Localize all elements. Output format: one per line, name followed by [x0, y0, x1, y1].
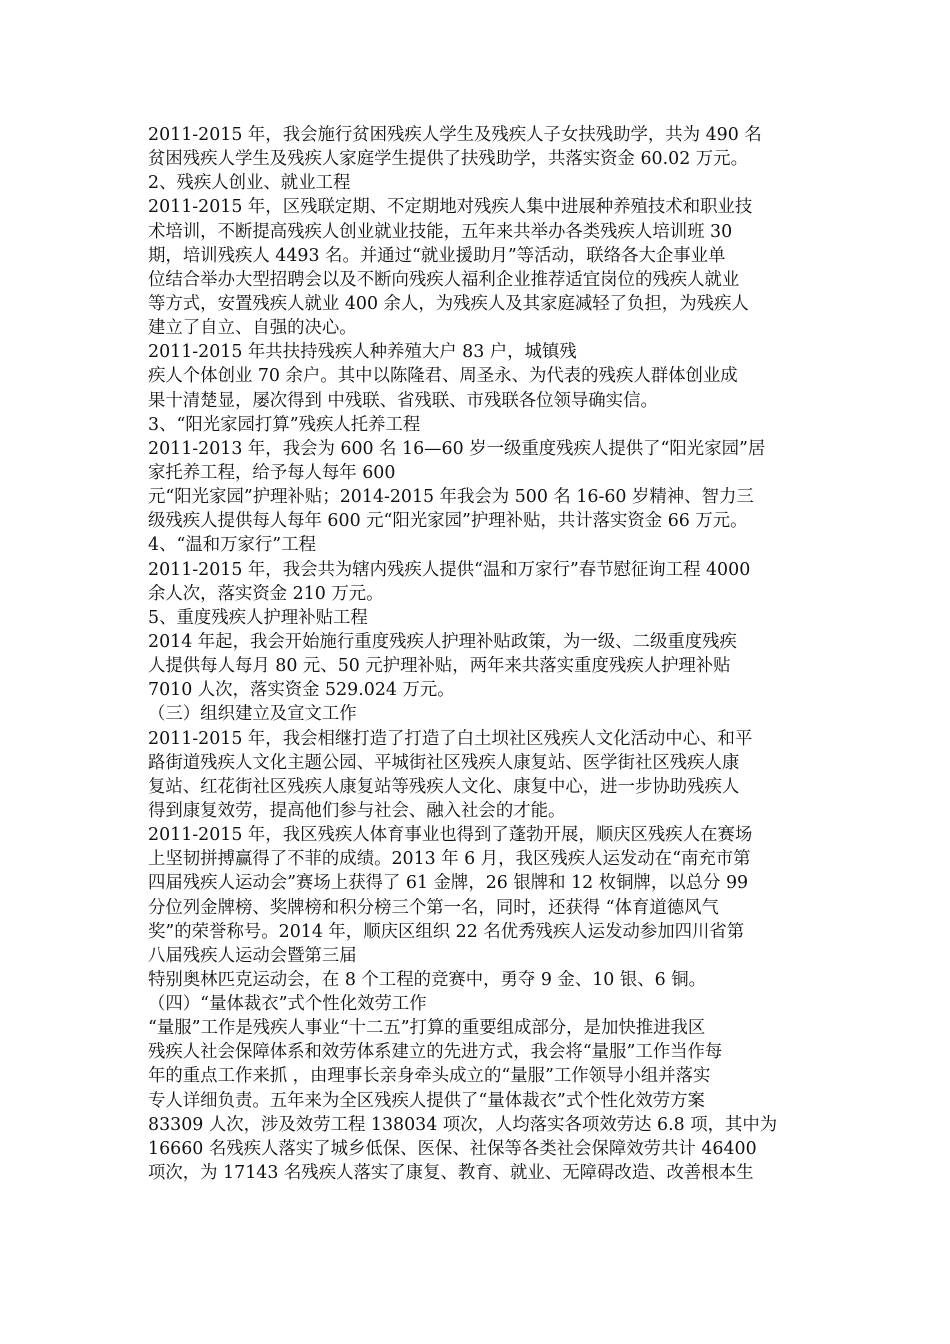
text-line: 年的重点工作来抓 ，由理事长亲身牵头成立的“量服”工作领导小组并落实	[148, 1066, 711, 1087]
text-line: 术培训，不断提高残疾人创业就业技能，五年来共举办各类残疾人培训班 30	[148, 221, 733, 242]
text-line: 奖”的荣誉称号。2014 年，顺庆区组织 22 名优秀残疾人运发动参加四川省第	[148, 921, 745, 942]
text-line: 疾人个体创业 70 余户。其中以陈隆君、周圣永、为代表的残疾人群体创业成	[148, 366, 738, 387]
section-heading: 4、“温和万家行”工程	[148, 535, 316, 556]
text-line: 特别奥林匹克运动会，在 8 个工程的竞赛中，勇夺 9 金、10 银、6 铜。	[148, 969, 707, 990]
text-line: 分位列金牌榜、奖牌榜和积分榜三个第一名，同时，还获得 “体育道德风气	[148, 897, 719, 918]
section-heading: （四）“量体裁衣”式个性化效劳工作	[148, 994, 427, 1015]
text-line: 7010 人次，落实资金 529.024 万元。	[148, 680, 455, 701]
text-line: 2011-2015 年共扶持残疾人种养殖大户 83 户，城镇残	[148, 342, 577, 363]
text-line: 家托养工程，给予每人每年 600	[148, 462, 396, 483]
text-line	[148, 1185, 803, 1209]
text-line: 2011-2015 年，区残联定期、不定期地对残疾人集中进展种养殖技术和职业技	[148, 197, 753, 218]
text-line: 2011-2015 年，我会共为辖内残疾人提供“温和万家行”春节慰征询工程 4000	[148, 559, 751, 580]
text-line: 贫困残疾人学生及残疾人家庭学生提供了扶残助学，共落实资金 60.02 万元。	[148, 149, 748, 170]
text-line: 位结合举办大型招聘会以及不断向残疾人福利企业推荐适宜岗位的残疾人就业	[148, 269, 740, 290]
text-line: 2011-2015 年，我会相继打造了打造了白土坝社区残疾人文化活动中心、和平	[148, 728, 753, 749]
text-line: 残疾人社会保障体系和效劳体系建立的先进方式，我会将“量服”工作当作每	[148, 1042, 723, 1063]
text-line: 八届残疾人运动会暨第三届	[148, 945, 357, 966]
text-line: 83309 人次，涉及效劳工程 138034 项次，人均落实各项效劳达 6.8 项，其中为	[148, 1114, 778, 1135]
text-line: 建立了自立、自强的决心。	[148, 318, 357, 339]
text-line: “量服”工作是残疾人事业“十二五”打算的重要组成部分，是加快推进我区	[148, 1018, 706, 1039]
text-line: 果十清楚显，屡次得到 中残联、省残联、市残联各位领导确实信。	[148, 390, 658, 411]
text-line: 路街道残疾人文化主题公园、平城街社区残疾人康复站、医学街社区残疾人康	[148, 752, 740, 773]
section-heading: 3、“阳光家园打算”残疾人托养工程	[148, 414, 421, 435]
text-line: 等方式，安置残疾人就业 400 余人，为残疾人及其家庭减轻了负担，为残疾人	[148, 293, 749, 314]
section-heading: 2、残疾人创业、就业工程	[148, 173, 351, 194]
text-line: 期，培训残疾人 4493 名。并通过“就业援助月”等活动，联络各大企事业单	[148, 245, 726, 266]
section-heading: （三）组织建立及宣文工作	[148, 704, 357, 725]
text-line: 上坚韧拼搏赢得了不菲的成绩。2013 年 6 月，我区残疾人运发动在“南充市第	[148, 849, 751, 870]
text-line: 得到康复效劳，提高他们参与社会、融入社会的才能。	[148, 800, 566, 821]
text-line: 2014 年起，我会开始施行重度残疾人护理补贴政策，为一级、二级重度残疾	[148, 631, 737, 652]
document-body	[148, 123, 803, 1209]
text-line: 复站、红花街社区残疾人康复站等残疾人文化、康复中心，进一步协助残疾人	[148, 776, 740, 797]
text-line: 四届残疾人运动会”赛场上获得了 61 金牌，26 银牌和 12 枚铜牌，以总分 99	[148, 873, 749, 894]
text-line: 专人详细负责。五年来为全区残疾人提供了“量体裁衣”式个性化效劳方案	[148, 1090, 705, 1111]
text-line: 人提供每人每月 80 元、50 元护理补贴，两年来共落实重度残疾人护理补贴	[148, 656, 731, 677]
text-line: 16660 名残疾人落实了城乡低保、医保、社保等各类社会保障效劳共计 46400	[148, 1138, 757, 1159]
text-line: 余人次，落实资金 210 万元。	[148, 583, 384, 604]
text-line: 2011-2015 年，我区残疾人体育事业也得到了蓬勃开展，顺庆区残疾人在赛场	[148, 825, 753, 846]
text-line: 元“阳光家园”护理补贴；2014-2015 年我会为 500 名 16-60 岁精神、智力三	[148, 487, 754, 508]
text-line: 2011-2013 年，我会为 600 名 16—60 岁一级重度残疾人提供了“阳光家园”居	[148, 438, 766, 459]
text-line: 项次，为 17143 名残疾人落实了康复、教育、就业、无障碍改造、改善根本生	[148, 1163, 754, 1184]
section-heading: 5、重度残疾人护理补贴工程	[148, 607, 368, 628]
text-line: 级残疾人提供每人每年 600 元“阳光家园”护理补贴，共计落实资金 66 万元。	[148, 511, 748, 532]
text-line: 2011-2015 年，我会施行贫困残疾人学生及残疾人子女扶残助学，共为 490 名	[148, 125, 762, 145]
